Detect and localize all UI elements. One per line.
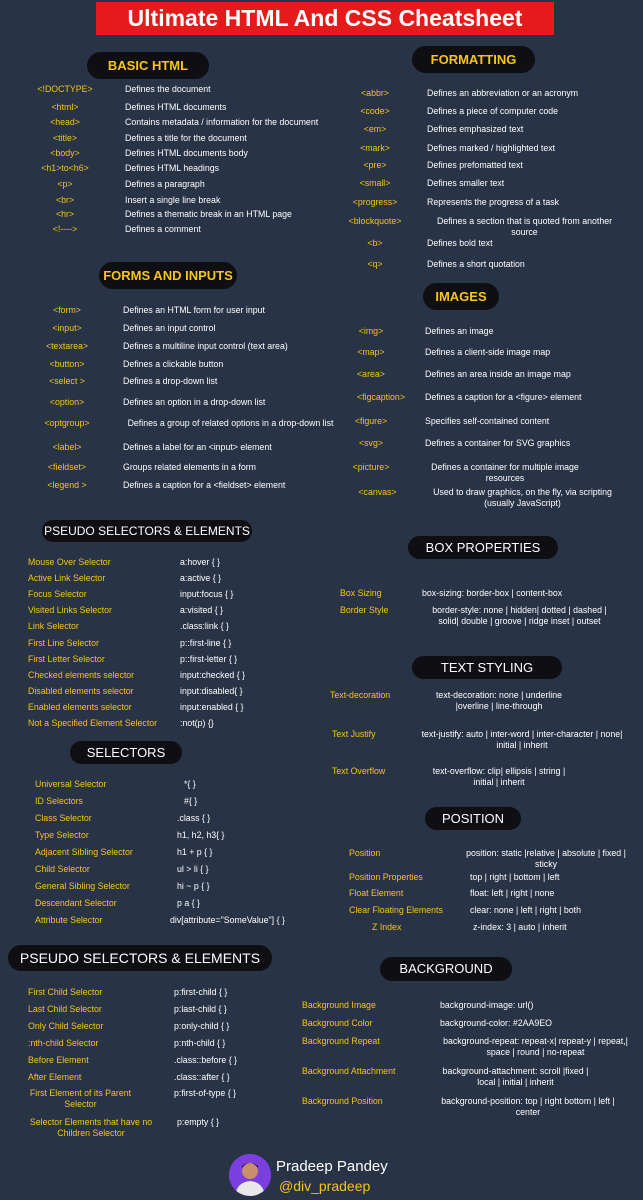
pseudo-selectors-heading: PSEUDO SELECTORS & ELEMENTS <box>42 520 252 542</box>
author-name: Pradeep Pandey <box>276 1158 388 1175</box>
avatar <box>229 1154 271 1196</box>
page-title: Ultimate HTML And CSS Cheatsheet <box>96 2 554 35</box>
background-heading: BACKGROUND <box>380 957 512 981</box>
person-icon <box>229 1154 271 1196</box>
forms-heading: FORMS AND INPUTS <box>99 262 237 289</box>
pseudo-selectors-2-heading: PSEUDO SELECTORS & ELEMENTS <box>8 945 272 971</box>
basic-html-heading: BASIC HTML <box>87 52 209 79</box>
position-heading: POSITION <box>425 807 521 830</box>
formatting-heading: FORMATTING <box>412 46 535 73</box>
selectors-heading: SELECTORS <box>70 741 182 764</box>
text-styling-heading: TEXT STYLING <box>412 656 562 679</box>
box-properties-heading: BOX PROPERTIES <box>408 536 558 559</box>
author-handle[interactable]: @div_pradeep <box>279 1178 371 1194</box>
images-heading: IMAGES <box>423 283 499 310</box>
